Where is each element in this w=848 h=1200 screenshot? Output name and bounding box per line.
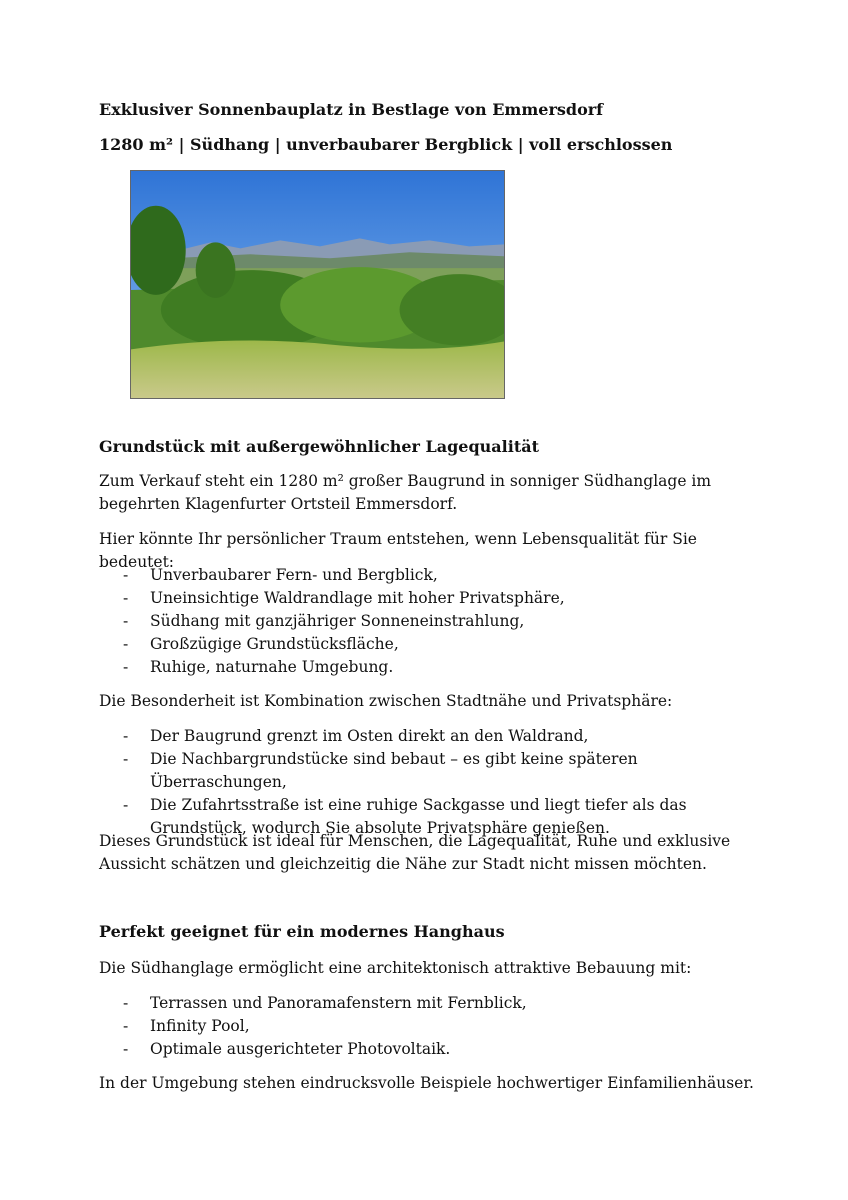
list-item: - Der Baugrund grenzt im Osten direkt an den Waldrand,: [99, 725, 759, 748]
document-title: Exklusiver Sonnenbauplatz in Bestlage von Emmersdorf: [99, 100, 604, 119]
list-item: - Terrassen und Panoramafenstern mit Fernblick,: [99, 992, 759, 1015]
feature-list-2: [99, 725, 759, 840]
section2-lead: Die Südhanglage ermöglicht eine architektonisch attraktive Bebauung mit:: [99, 959, 692, 977]
list-item: - Unverbaubarer Fern- und Bergblick,: [99, 564, 759, 587]
document-subtitle: 1280 m² | Südhang | unverbaubarer Bergblick | voll erschlossen: [99, 135, 673, 154]
list-item: - Optimale ausgerichteter Photovoltaik.: [99, 1038, 759, 1061]
list-item: - Ruhige, naturnahe Umgebung.: [99, 656, 759, 679]
section2-heading: Perfekt geeignet für ein modernes Hanghaus: [99, 922, 505, 941]
landscape-illustration: [131, 171, 504, 398]
section1-lead2: Die Besonderheit ist Kombination zwischen Stadtnähe und Privatsphäre:: [99, 692, 673, 710]
feature-list-1: [99, 564, 759, 679]
list-item: - Infinity Pool,: [99, 1015, 759, 1038]
list-item: - Uneinsichtige Waldrandlage mit hoher Privatsphäre,: [99, 587, 759, 610]
landscape-photo: [130, 170, 505, 399]
list-item: - Großzügige Grundstücksfläche,: [99, 633, 759, 656]
section1-closing: Dieses Grundstück ist ideal für Menschen, die Lagequalität, Ruhe und exklusive Aussicht schätzen und gleichzeitig die Nähe zur Stadt nicht missen möchten.: [99, 832, 731, 873]
section1-intro: Zum Verkauf steht ein 1280 m² großer Baugrund in sonniger Südhanglage im begehrten Klagenfurter Ortsteil Emmersdorf.: [99, 472, 712, 513]
section1-heading: Grundstück mit außergewöhnlicher Lagequalität: [99, 437, 539, 456]
list-item: - Die Nachbargrundstücke sind bebaut – es gibt keine späteren Überraschungen,: [99, 748, 759, 794]
section1-lead1: Hier könnte Ihr persönlicher Traum entstehen, wenn Lebensqualität für Sie bedeutet:: [99, 530, 697, 571]
section2-closing: In der Umgebung stehen eindrucksvolle Beispiele hochwertiger Einfamilienhäuser.: [99, 1074, 754, 1092]
list-item: - Südhang mit ganzjähriger Sonneneinstrahlung,: [99, 610, 759, 633]
list-item: - Die Zufahrtsstraße ist eine ruhige Sackgasse und liegt tiefer als das Grundstück, wodurch Sie absolute Privatsphäre genießen.: [99, 794, 759, 840]
feature-list-3: [99, 992, 759, 1061]
